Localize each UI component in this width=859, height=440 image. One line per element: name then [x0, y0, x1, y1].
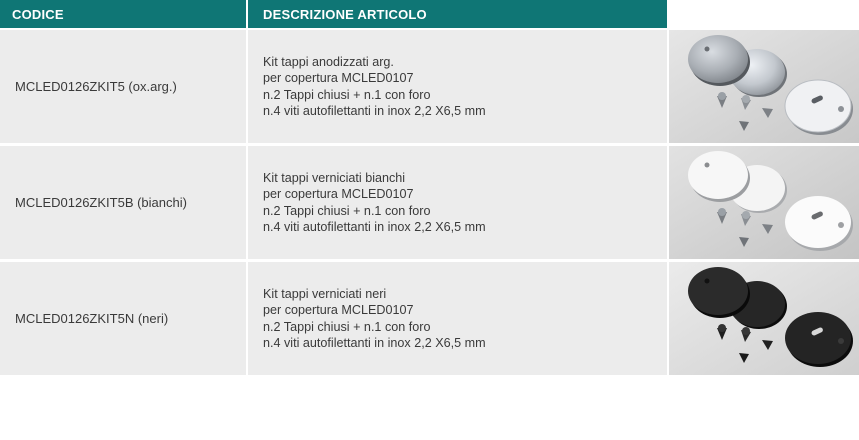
header-codice: [0, 0, 246, 28]
product-description-cell: [248, 262, 667, 375]
header-descrizione-label: DESCRIZIONE ARTICOLO: [263, 6, 427, 22]
description-line: per copertura MCLED0107: [263, 187, 414, 201]
silver-caps-kit-image: [669, 30, 859, 143]
description-line: n.2 Tappi chiusi + n.1 con foro: [263, 203, 431, 218]
description-line: per copertura MCLED0107: [263, 303, 414, 317]
product-description-cell: [248, 146, 667, 259]
description-line: n.2 Tappi chiusi + n.1 con foro: [263, 87, 431, 102]
description-line: n.4 viti autofilettanti in inox 2,2 X6,5 mm: [263, 336, 486, 350]
description-line: per copertura MCLED0107: [263, 71, 414, 85]
black-caps-kit-image: [669, 262, 859, 375]
table-row: [0, 262, 859, 375]
product-code-cell: [0, 146, 246, 259]
product-code: MCLED0126ZKIT5N (neri): [15, 311, 169, 326]
description-line: Kit tappi verniciati bianchi: [263, 170, 406, 185]
product-image-white-caps: [669, 146, 859, 259]
product-code-cell: [0, 262, 246, 375]
table-row: [0, 146, 859, 259]
white-caps-kit-image: [669, 146, 859, 259]
product-description-cell: [248, 30, 667, 143]
product-image-black-caps: [669, 262, 859, 375]
description-line: n.4 viti autofilettanti in inox 2,2 X6,5 mm: [263, 104, 486, 118]
product-code: MCLED0126ZKIT5 (ox.arg.): [15, 79, 177, 94]
product-image-silver-caps: [669, 30, 859, 143]
header-descrizione: [248, 0, 667, 28]
table-row: [0, 30, 859, 143]
product-code-cell: [0, 30, 246, 143]
description-line: Kit tappi anodizzati arg.: [263, 54, 394, 69]
description-line: n.2 Tappi chiusi + n.1 con foro: [263, 319, 431, 334]
description-line: Kit tappi verniciati neri: [263, 286, 387, 301]
description-line: n.4 viti autofilettanti in inox 2,2 X6,5 mm: [263, 220, 486, 234]
header-codice-label: CODICE: [12, 6, 64, 22]
product-code: MCLED0126ZKIT5B (bianchi): [15, 195, 187, 210]
